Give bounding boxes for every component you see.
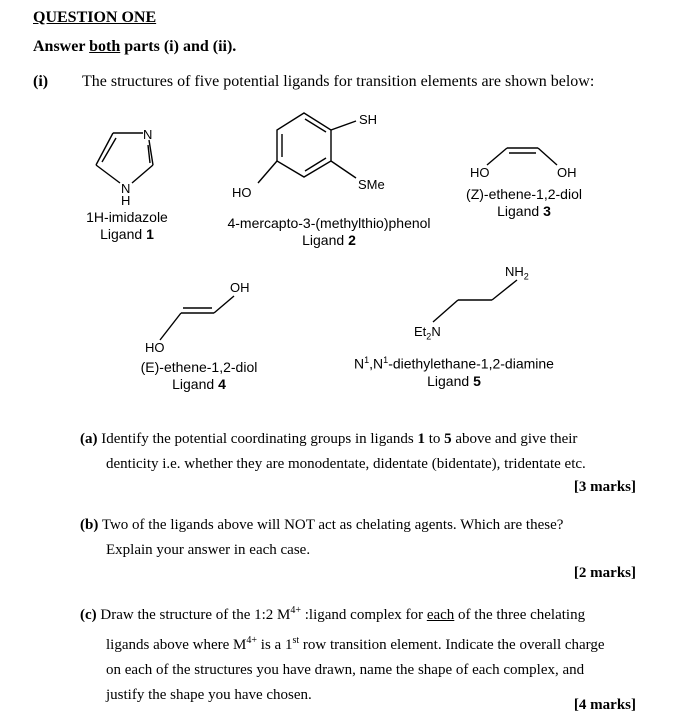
ligand-5-label-prefix: Ligand <box>427 372 474 389</box>
question-b <box>80 513 640 563</box>
question-c-l2b: is a 1 <box>257 637 293 653</box>
ligand-4-skeleton <box>160 296 234 340</box>
question-c-sup1: 4+ <box>290 605 301 616</box>
ligand-1-label <box>64 226 190 243</box>
ligand-4-label <box>133 376 265 393</box>
question-c-text1: Draw the structure of the 1:2 M <box>96 607 291 623</box>
question-b-letter: (b) <box>80 517 99 533</box>
question-c-l2c: row transition element. Indicate the overall charge <box>299 637 605 653</box>
question-c-line4: justify the shape you have chosen. <box>106 687 312 703</box>
question-c-l2sup2: st <box>292 635 300 646</box>
question-c-underlined: each <box>426 607 455 623</box>
question-a-line1 <box>80 427 640 452</box>
question-a-bold1: 1 <box>417 431 425 447</box>
l5-name-c: -diethylethane-1,2-diamine <box>388 355 554 372</box>
question-c-line3: on each of the structures you have drawn, name the shape of each complex, and <box>106 662 585 678</box>
ligand-5-name <box>344 352 564 373</box>
question-a-marks: [3 marks] <box>573 479 636 495</box>
question-a-bold2: 5 <box>444 431 452 447</box>
question-b-marks: [2 marks] <box>573 565 636 581</box>
ligand-5-caption <box>344 352 564 390</box>
ligand-1-atom-h: H <box>121 193 131 208</box>
part-number: (i) <box>33 73 49 90</box>
ligand-1-caption <box>64 209 190 243</box>
instruction-pre: Answer <box>33 38 90 55</box>
l5-name-sup1: 1 <box>364 355 370 365</box>
ligand-3-atom-ho: HO <box>470 165 490 180</box>
et2n-pre: Et <box>414 324 427 339</box>
question-a-letter: (a) <box>80 431 98 447</box>
ligand-2-atom-sh: SH <box>359 112 378 127</box>
question-a-text3: above and give their <box>451 431 578 447</box>
question-c-l2a: ligands above where M <box>106 637 247 653</box>
ligand-5-atom-nh2 <box>505 265 529 284</box>
ligand-4-label-prefix: Ligand <box>172 376 219 392</box>
ligand-1-name: 1H-imidazole <box>86 209 168 225</box>
ligand-1-atom-n-top: N <box>143 127 153 142</box>
ligand-2-ring <box>258 113 356 183</box>
ligand-5-label-num: 5 <box>473 372 481 389</box>
nh2-main: NH <box>505 264 524 279</box>
question-a-line2: denticity i.e. whether they are monodentate, didentate (bidentate), tridentate etc. <box>106 456 586 472</box>
question-c-line2 <box>80 628 640 658</box>
l5-name-sup2: 1 <box>383 355 389 365</box>
question-c <box>80 598 640 708</box>
question-b-line2: Explain your answer in each case. <box>106 542 311 558</box>
ligand-2-caption <box>205 215 453 249</box>
ligand-2-name: 4-mercapto-3-(methylthio)phenol <box>227 215 431 231</box>
question-c-text3: of the three chelating <box>454 607 586 623</box>
ligand-1-label-num: 1 <box>146 226 154 242</box>
ligand-3-label-prefix: Ligand <box>497 203 544 219</box>
ligand-1-label-prefix: Ligand <box>100 226 147 242</box>
question-c-marks: [4 marks] <box>573 697 636 713</box>
question-c-text2: :ligand complex for <box>301 607 427 623</box>
et2n-post: N <box>431 324 441 339</box>
ligand-5-atom-et2n <box>414 325 441 344</box>
ligand-5-skeleton <box>433 280 517 322</box>
ligand-4-label-num: 4 <box>218 376 226 392</box>
ligand-3-label-num: 3 <box>543 203 551 219</box>
question-a-text2: to <box>424 431 445 447</box>
instruction-underlined: both <box>89 38 121 55</box>
ligand-4-atom-ho: HO <box>145 340 165 355</box>
ligand-4-name: (E)-ethene-1,2-diol <box>140 359 258 375</box>
ligand-3-atom-oh: OH <box>557 165 577 180</box>
ligand-1-atom-n-bottom: N <box>121 181 131 196</box>
ligand-2-label-prefix: Ligand <box>302 232 349 248</box>
ligand-3-caption <box>451 186 597 220</box>
nh2-sub: 2 <box>523 271 529 282</box>
question-b-text1: Two of the ligands above will NOT act as chelating agents. Which are these? <box>98 517 564 533</box>
ligand-5-label <box>344 373 564 390</box>
part-intro: The structures of five potential ligands for transition elements are shown below: <box>82 73 595 90</box>
ligand-2-label <box>205 232 453 249</box>
ligand-3-name: (Z)-ethene-1,2-diol <box>466 186 582 202</box>
l5-name-a: N <box>354 355 365 372</box>
question-b-line1 <box>80 513 640 538</box>
ligand-2-atom-sme: SMe <box>358 177 385 192</box>
et2n-sub: 2 <box>426 331 432 342</box>
question-a-text1: Identify the potential coordinating groups in ligands <box>97 431 418 447</box>
question-c-line1 <box>80 598 640 628</box>
ligand-4-caption <box>133 359 265 393</box>
question-a <box>80 427 640 477</box>
ligand-3-label <box>451 203 597 220</box>
ligand-4-atom-oh: OH <box>230 280 250 295</box>
question-title: QUESTION ONE <box>33 9 157 26</box>
ligand-2-atom-ho: HO <box>232 185 252 200</box>
question-c-l2sup1: 4+ <box>246 635 258 646</box>
ligand-3-skeleton <box>487 148 557 165</box>
ligand-2-label-num: 2 <box>348 232 356 248</box>
l5-name-b: ,N <box>369 355 384 372</box>
question-c-letter: (c) <box>80 607 97 623</box>
instruction-post: parts (i) and (ii). <box>120 38 237 55</box>
